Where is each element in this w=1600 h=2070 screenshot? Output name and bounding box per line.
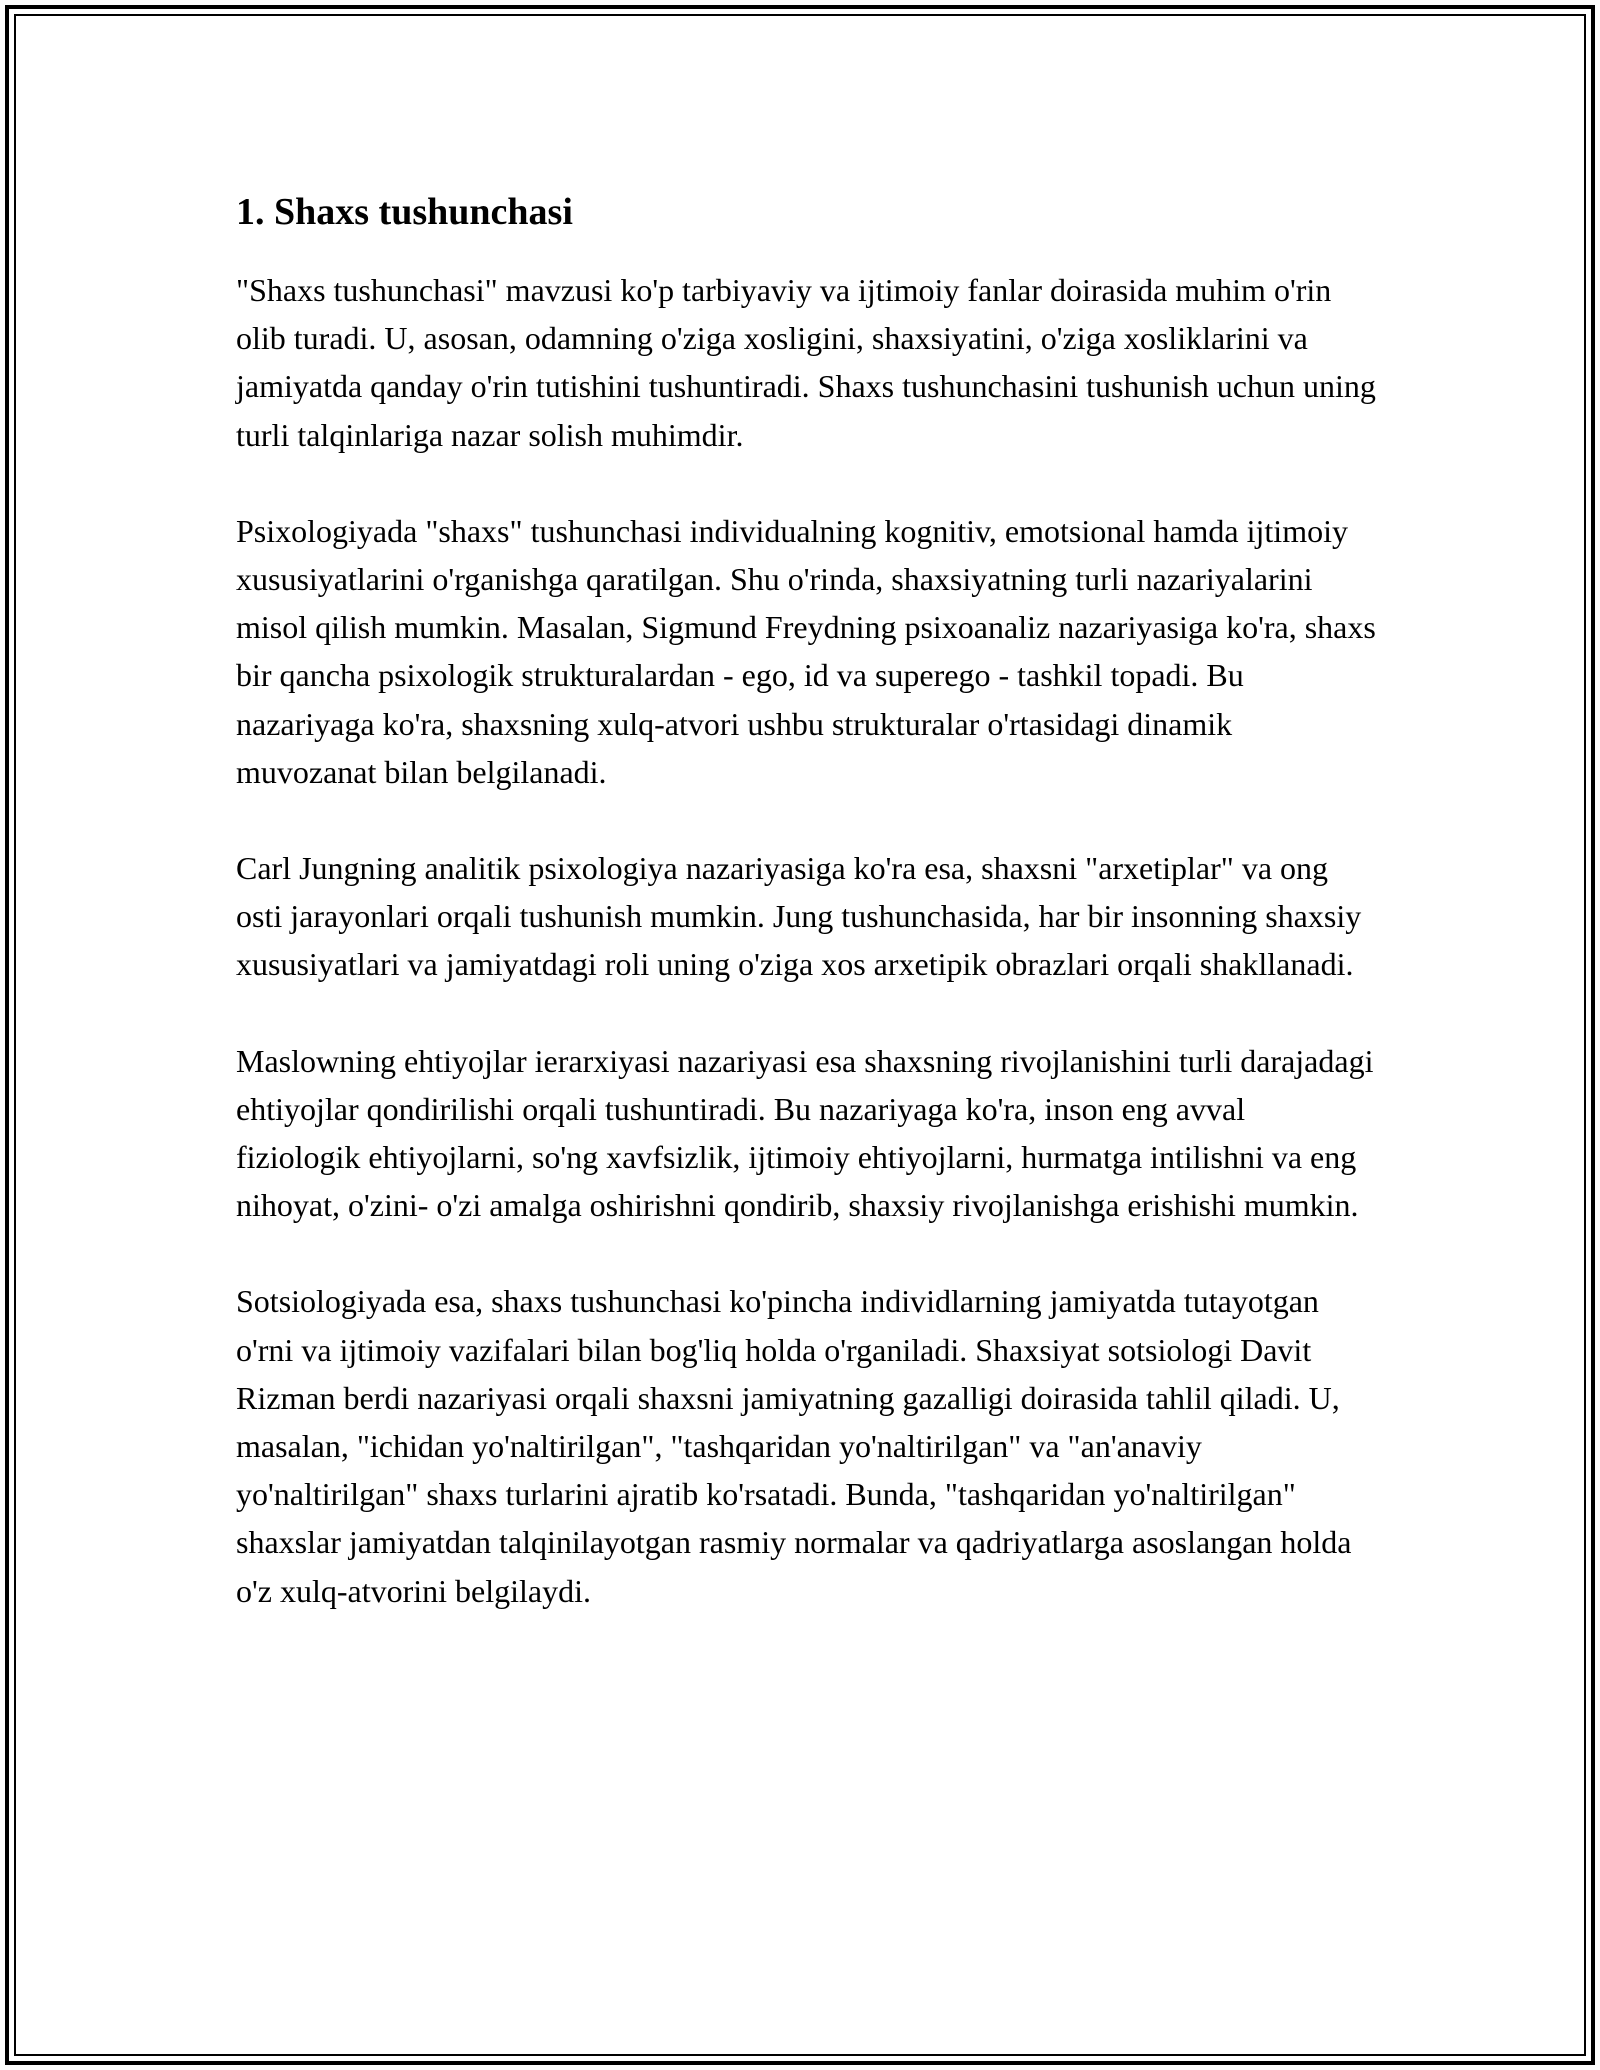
paragraph-maslow: Maslowning ehtiyojlar ierarxiyasi nazariyasi esa shaxsning rivojlanishini turli darajadagi ehtiyojlar qondirilishi orqali tushuntiradi. Bu nazariyaga ko'ra, inson eng avval fiziologik ehtiyojlarni, so'ng xavfsizlik, ijtimoiy ehtiyojlarni, hurmatga intilishni va eng nihoyat, o'zini- o'zi amalga oshirishni qondirib, shaxsiy rivojlanishga erishishi mumkin. xyxy=(236,1042,1374,1224)
page-title: 1. Shaxs tushunchasi xyxy=(236,191,573,233)
paragraph-psychology: Psixologiyada "shaxs" tushunchasi individualning kognitiv, emotsional hamda ijtimoiy xususiyatlarini o'rganishga qaratilgan. Shu o'rinda, shaxsiyatning turli nazariyalarini misol qilish mumkin. Masalan, Sigmund Freydning psixoanaliz nazariyasiga ko'ra, shaxs bir qancha psixologik strukturalardan - ego, id va superego - tashkil topadi. Bu nazariyaga ko'ra, shaxsning xulq-atvori ushbu strukturalar o'rtasidagi dinamik muvozanat bilan belgilanadi. xyxy=(236,512,1376,790)
paragraph-jung: Carl Jungning analitik psixologiya nazariyasiga ko'ra esa, shaxsni "arxetiplar" va ong osti jarayonlari orqali tushunish mumkin. Jung tushunchasida, har bir insonning shaxsiy xususiyatlari va jamiyatdagi roli uning o'ziga xos arxetipik obrazlari orqali shakllanadi. xyxy=(236,850,1362,983)
paragraph-sociology: Sotsiologiyada esa, shaxs tushunchasi ko'pincha individlarning jamiyatda tutayotgan o'rni va ijtimoiy vazifalari bilan bog'liq holda o'rganiladi. Shaxsiyat sotsiologi Davit Rizman berdi nazariyasi orqali shaxsni jamiyatning gazalligi doirasida tahlil qiladi. U, masalan, "ichidan yo'naltirilgan", "tashqaridan yo'naltirilgan" va "an'anaviy yo'naltirilgan" shaxs turlarini ajratib ko'rsatadi. Bunda, "tashqaridan yo'naltirilgan" shaxslar jamiyatdan talqinilayotgan rasmiy normalar va qadriyatlarga asoslangan holda o'z xulq-atvorini belgilaydi. xyxy=(236,1283,1352,1609)
document-body xyxy=(236,186,1376,1663)
paragraph-intro: "Shaxs tushunchasi" mavzusi ko'p tarbiyaviy va ijtimoiy fanlar doirasida muhim o'rin olib turadi. U, asosan, odamning o'ziga xosligini, shaxsiyatini, o'ziga xosliklarini va jamiyatda qanday o'rin tutishini tushuntiradi. Shaxs tushunchasini tushunish uchun uning turli talqinlariga nazar solish muhimdir. xyxy=(236,272,1376,453)
